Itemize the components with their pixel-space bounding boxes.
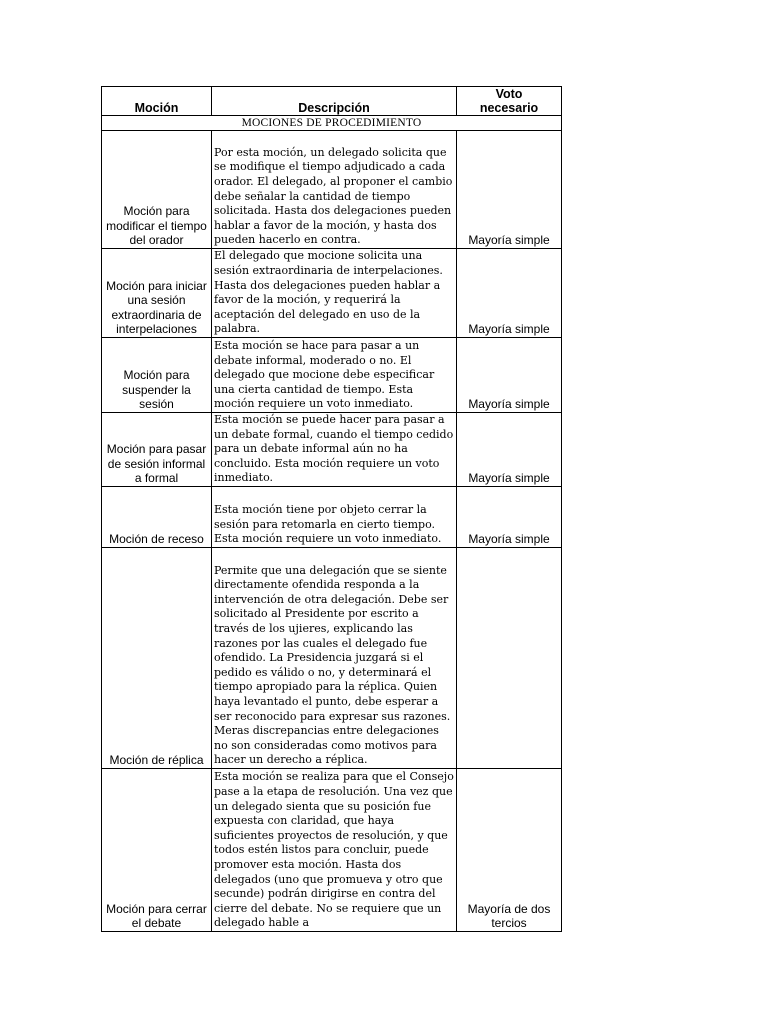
header-vote: Voto necesario (457, 87, 562, 116)
motion-name: Moción para cerrar el debate (102, 769, 212, 932)
vote-required: Mayoría simple (457, 413, 562, 487)
motion-name: Moción de réplica (102, 548, 212, 769)
table-row (102, 769, 562, 932)
motion-description: Esta moción se hace para pasar a un debate informal, moderado o no. El delegado que mocione debe especificar una cierta cantidad de tiempo. Esta moción requiere un voto inmediato. (212, 338, 457, 413)
vote-required: Mayoría simple (457, 131, 562, 249)
motion-name: Moción para modificar el tiempo del orador (102, 131, 212, 249)
motion-name: Moción para suspender la sesión (102, 338, 212, 413)
header-row (102, 87, 562, 116)
motion-name: Moción para iniciar una sesión extraordinaria de interpelaciones (102, 249, 212, 338)
header-description: Descripción (212, 87, 457, 116)
motion-name: Moción para pasar de sesión informal a formal (102, 413, 212, 487)
motion-description: Esta moción tiene por objeto cerrar la sesión para retomarla en cierto tiempo. Esta moción requiere un voto inmediato. (212, 487, 457, 548)
motion-name: Moción de receso (102, 487, 212, 548)
header-motion: Moción (102, 87, 212, 116)
section-row (102, 116, 562, 131)
table-row (102, 487, 562, 548)
motion-description: Esta moción se realiza para que el Consejo pase a la etapa de resolución. Una vez que un delegado sienta que su posición fue expuesta con claridad, que haya suficientes proyectos de resolución, y que todos estén listos para concluir, puede promover esta moción. Hasta dos delegados (uno que promueva y otro que secunde) podrán dirigirse en contra del cierre del debate. No se requiere que un delegado hable a (212, 769, 457, 932)
vote-required: Mayoría simple (457, 487, 562, 548)
table-row (102, 413, 562, 487)
motions-table (101, 86, 562, 932)
vote-required: Mayoría de dos tercios (457, 769, 562, 932)
vote-required: Mayoría simple (457, 338, 562, 413)
section-title: MOCIONES DE PROCEDIMIENTO (102, 116, 562, 131)
table-row (102, 548, 562, 769)
motion-description: Esta moción se puede hacer para pasar a un debate formal, cuando el tiempo cedido para un debate informal aún no ha concluido. Esta moción requiere un voto inmediato. (212, 413, 457, 487)
table-row (102, 131, 562, 249)
table-row (102, 338, 562, 413)
motion-description: El delegado que mocione solicita una sesión extraordinaria de interpelaciones. Hasta dos delegaciones pueden hablar a favor de la moción, y requerirá la aceptación del delegado en uso de la palabra. (212, 249, 457, 338)
motion-description: Permite que una delegación que se siente directamente ofendida responda a la intervención de otra delegación. Debe ser solicitado al Presidente por escrito a través de los ujieres, explicando las razones por las cuales el delegado fue ofendido. La Presidencia juzgará si el pedido es válido o no, y determinará el tiempo apropiado para la réplica. Quien haya levantado el punto, debe esperar a ser reconocido para expresar sus razones. Meras discrepancias entre delegaciones no son consideradas como motivos para hacer un derecho a réplica. (212, 548, 457, 769)
vote-required: Mayoría simple (457, 249, 562, 338)
vote-required (457, 548, 562, 769)
motion-description: Por esta moción, un delegado solicita que se modifique el tiempo adjudicado a cada orador. El delegado, al proponer el cambio debe señalar la cantidad de tiempo solicitada. Hasta dos delegaciones pueden hablar a favor de la moción, y hasta dos pueden hacerlo en contra. (212, 131, 457, 249)
table-row (102, 249, 562, 338)
